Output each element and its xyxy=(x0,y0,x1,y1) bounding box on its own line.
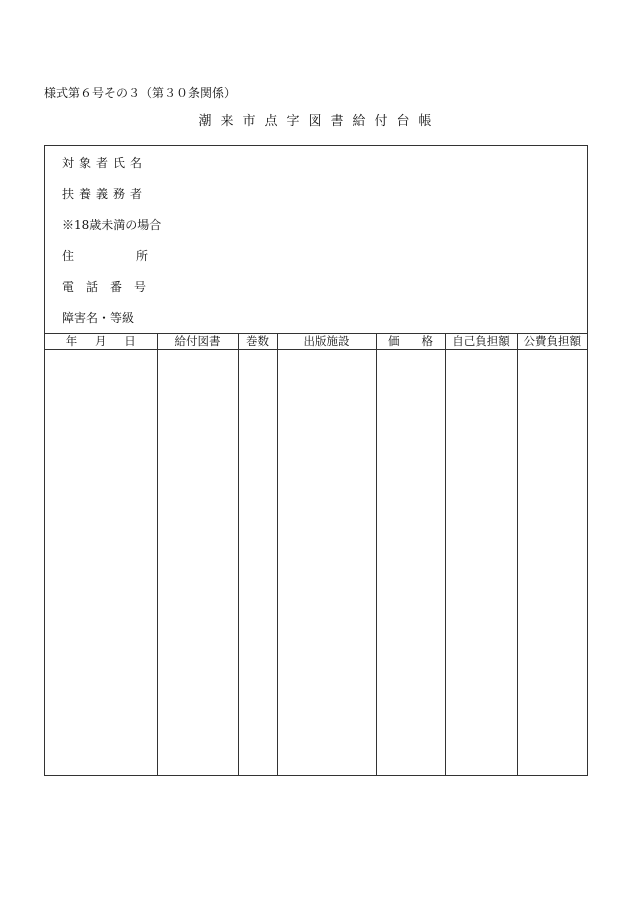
address-label xyxy=(62,247,148,264)
header-self-pay: 自己負担額 xyxy=(445,334,517,350)
header-date xyxy=(45,334,157,350)
ledger-table xyxy=(45,333,587,775)
ledger-body-row xyxy=(45,350,587,776)
disability-label: 障害名・等級 xyxy=(62,311,135,325)
header-book: 給付図書 xyxy=(157,334,238,350)
cell-price xyxy=(376,350,445,776)
address-label-char-2: 所 xyxy=(135,249,148,263)
header-date-day: 日 xyxy=(124,334,136,348)
header-public-pay: 公費負担額 xyxy=(517,334,587,350)
cell-volumes xyxy=(238,350,277,776)
cell-date xyxy=(45,350,157,776)
guardian-note: ※18歳未満の場合 xyxy=(62,218,162,232)
cell-self-pay xyxy=(445,350,517,776)
header-publisher: 出版施設 xyxy=(277,334,376,350)
header-price-char-2: 格 xyxy=(421,334,433,348)
ledger-header-row xyxy=(45,334,587,350)
header-date-month: 月 xyxy=(95,334,107,348)
phone-label: 電話番号 xyxy=(62,280,159,294)
header-price xyxy=(376,334,445,350)
header-volumes: 巻数 xyxy=(238,334,277,350)
guardian-label: 扶養義務者 xyxy=(62,187,148,201)
header-price-char-1: 価 xyxy=(388,334,400,348)
cell-public-pay xyxy=(517,350,587,776)
cell-book xyxy=(157,350,238,776)
form-number-label: 様式第６号その３（第３０条関係） xyxy=(44,86,237,100)
subject-name-label: 対象者氏名 xyxy=(62,156,148,170)
header-date-year: 年 xyxy=(65,334,78,348)
ledger-form xyxy=(44,145,588,776)
document-title: 潮来市点字図書給付台帳 xyxy=(198,114,441,129)
cell-publisher xyxy=(277,350,376,776)
address-label-char-1: 住 xyxy=(62,249,75,263)
